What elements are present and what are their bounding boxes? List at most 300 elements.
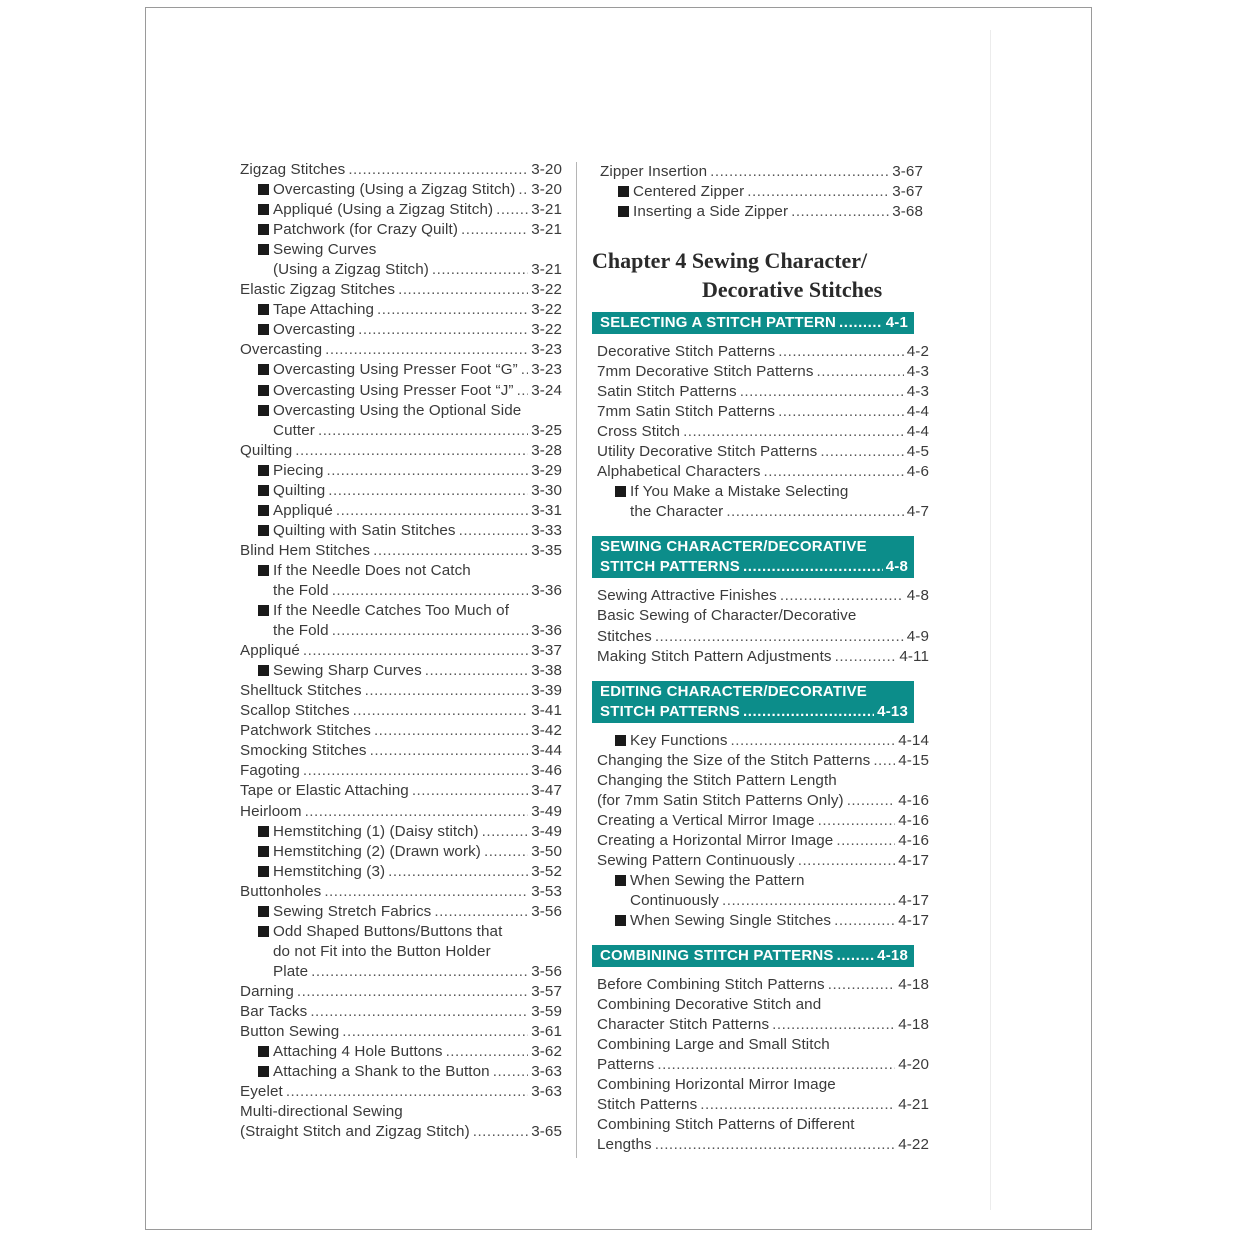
toc-entry-label: Before Combining Stitch Patterns — [597, 976, 825, 994]
toc-entry-page: 3-53 — [531, 882, 562, 900]
dot-leader — [332, 581, 529, 601]
toc-entry-label: 7mm Satin Stitch Patterns — [597, 403, 776, 421]
chapter-heading — [592, 246, 922, 304]
toc-entry-label: Plate — [273, 962, 309, 980]
toc-entry[interactable] — [240, 1102, 562, 1122]
toc-entry-page: 4-3 — [906, 383, 929, 401]
toc-entry-label: Combining Horizontal Mirror Image — [597, 1076, 836, 1094]
toc-entry-label: Overcasting (Using a Zigzag Stitch) — [273, 181, 516, 199]
toc-entry[interactable] — [597, 1015, 929, 1035]
toc-entry[interactable] — [240, 300, 562, 320]
toc-entry[interactable] — [597, 911, 929, 931]
toc-entry-page: 3-37 — [531, 642, 562, 660]
dot-leader — [835, 647, 897, 667]
toc-entry[interactable] — [240, 882, 562, 902]
dot-leader — [710, 162, 889, 182]
toc-entry-page: 3-56 — [531, 962, 562, 980]
toc-entry-label: (for 7mm Satin Stitch Patterns Only) — [597, 791, 844, 809]
toc-entry-page: 3-23 — [531, 361, 562, 379]
square-bullet-icon — [258, 525, 269, 536]
toc-entry-page: 3-67 — [892, 163, 923, 180]
dot-leader — [496, 200, 528, 220]
dot-leader — [772, 1015, 895, 1035]
toc-entry[interactable] — [240, 280, 562, 300]
square-bullet-icon — [258, 826, 269, 837]
dot-leader — [358, 320, 528, 340]
square-bullet-icon — [258, 364, 269, 375]
dot-leader — [482, 822, 529, 842]
toc-entry-label: Combining Decorative Stitch and — [597, 996, 822, 1014]
toc-entry[interactable] — [597, 975, 929, 995]
dot-leader — [370, 741, 529, 761]
square-bullet-icon — [258, 385, 269, 396]
toc-entry[interactable] — [240, 180, 562, 200]
toc-entry-label: Sewing Attractive Finishes — [597, 587, 777, 605]
square-bullet-icon — [258, 485, 269, 496]
section-heading-label: STITCH PATTERNS — [600, 702, 740, 720]
toc-entry[interactable] — [240, 982, 562, 1002]
toc-entry[interactable] — [240, 461, 562, 481]
toc-entry-page: 3-31 — [531, 501, 562, 519]
toc-entry-label: When Sewing the Pattern — [630, 871, 805, 889]
square-bullet-icon — [258, 866, 269, 877]
chapter-heading-line2: Decorative Stitches — [702, 277, 883, 302]
toc-entry-page: 4-4 — [906, 423, 929, 441]
square-bullet-icon — [615, 486, 626, 497]
square-bullet-icon — [258, 565, 269, 576]
dot-leader — [740, 382, 904, 402]
toc-right-column-sections — [597, 312, 929, 1156]
toc-entry-label: Sewing Stretch Fabrics — [273, 902, 432, 920]
toc-entry-page: 4-16 — [898, 831, 929, 849]
dot-leader — [778, 342, 904, 362]
toc-entry-label: Stitches — [597, 627, 652, 645]
toc-entry-label: Sewing Curves — [273, 241, 377, 259]
toc-entry[interactable] — [240, 240, 562, 260]
toc-entry-page: 3-25 — [531, 421, 562, 439]
dot-leader — [847, 791, 896, 811]
toc-entry[interactable] — [597, 791, 929, 811]
dot-leader — [657, 1055, 895, 1075]
dot-leader — [446, 1042, 529, 1062]
toc-entry[interactable] — [597, 1135, 929, 1155]
toc-entry-page: 3-28 — [531, 441, 562, 459]
dot-leader — [373, 541, 528, 561]
dot-leader — [836, 831, 895, 851]
toc-entry-page: 3-20 — [531, 181, 562, 199]
toc-entry-label: Attaching 4 Hole Buttons — [273, 1043, 443, 1061]
toc-entry-page: 3-44 — [531, 742, 562, 760]
dot-leader — [817, 362, 904, 382]
square-bullet-icon — [258, 184, 269, 195]
square-bullet-icon — [258, 244, 269, 255]
toc-entry[interactable] — [597, 1035, 929, 1055]
section-heading-label: SEWING CHARACTER/DECORATIVE — [600, 538, 867, 556]
toc-entry[interactable] — [600, 202, 923, 222]
toc-entry-page: 3-21 — [531, 261, 562, 279]
toc-entry-label: Stitch Patterns — [597, 1096, 698, 1114]
toc-entry-page: 4-16 — [898, 811, 929, 829]
dot-leader — [521, 360, 528, 380]
dot-leader — [839, 313, 883, 333]
toc-entry[interactable] — [597, 586, 929, 606]
toc-entry-page: 3-33 — [531, 521, 562, 539]
toc-entry[interactable] — [240, 601, 562, 621]
toc-entry-label: the Character — [630, 503, 724, 521]
toc-entry[interactable] — [240, 360, 562, 380]
toc-entry-page: 3-68 — [892, 203, 923, 221]
dot-leader — [434, 902, 528, 922]
toc-entry[interactable] — [597, 362, 929, 382]
toc-entry-page: 3-67 — [892, 183, 923, 201]
toc-entry[interactable] — [240, 1022, 562, 1042]
toc-entry[interactable] — [240, 621, 562, 641]
square-bullet-icon — [615, 875, 626, 886]
toc-entry-label: Basic Sewing of Character/Decorative — [597, 607, 857, 625]
toc-entry[interactable] — [240, 902, 562, 922]
section-heading-label: EDITING CHARACTER/DECORATIVE — [600, 682, 867, 700]
square-bullet-icon — [258, 304, 269, 315]
toc-entry-label: Bar Tacks — [240, 1002, 308, 1020]
toc-entry-page: 4-2 — [906, 343, 929, 360]
toc-entry[interactable] — [240, 401, 562, 421]
dot-leader — [873, 751, 895, 771]
toc-entry-label: If You Make a Mistake Selecting — [630, 483, 849, 501]
toc-entry[interactable] — [240, 661, 562, 681]
toc-entry[interactable] — [240, 541, 562, 561]
toc-entry-label: Appliqué — [273, 501, 333, 519]
toc-entry-label: do not Fit into the Button Holder — [273, 942, 491, 960]
toc-entry[interactable] — [240, 441, 562, 461]
page-edge-shadow — [990, 30, 991, 1210]
toc-entry[interactable] — [240, 641, 562, 661]
toc-entry-page: 3-63 — [531, 1063, 562, 1081]
square-bullet-icon — [258, 665, 269, 676]
toc-entry-page: 4-14 — [898, 731, 929, 749]
toc-entry-label: Appliqué — [240, 642, 300, 660]
dot-leader — [342, 1022, 528, 1042]
toc-entry-label: Overcasting — [240, 341, 323, 359]
toc-entry[interactable] — [597, 995, 929, 1015]
toc-entry-page: 4-18 — [898, 1016, 929, 1034]
toc-entry-page: 3-46 — [531, 762, 562, 780]
section-heading-bar[interactable] — [592, 312, 914, 334]
toc-entry-label: Darning — [240, 982, 294, 1000]
dot-leader — [731, 731, 896, 751]
toc-entry-page: 3-49 — [531, 822, 562, 840]
toc-entry-page: 3-63 — [531, 1083, 562, 1101]
toc-entry-label: Tape Attaching — [273, 301, 375, 319]
dot-leader — [425, 661, 528, 681]
toc-entry[interactable] — [240, 701, 562, 721]
toc-entry[interactable] — [597, 606, 929, 626]
toc-entry[interactable] — [240, 160, 562, 180]
toc-entry-label: Tape or Elastic Attaching — [240, 782, 409, 800]
toc-entry[interactable] — [240, 421, 562, 441]
toc-entry[interactable] — [240, 962, 562, 982]
toc-entry-page: 3-23 — [531, 341, 562, 359]
toc-entry-label: Patchwork Stitches — [240, 722, 371, 740]
toc-entry[interactable] — [240, 761, 562, 781]
toc-entry-label: Creating a Horizontal Mirror Image — [597, 831, 834, 849]
toc-entry[interactable] — [240, 1082, 562, 1102]
toc-entry[interactable] — [597, 1095, 929, 1115]
toc-entry[interactable] — [240, 1042, 562, 1062]
toc-entry-label: Fagoting — [240, 762, 300, 780]
dot-leader — [328, 481, 528, 501]
toc-entry[interactable] — [597, 731, 929, 751]
toc-entry-page: 3-49 — [531, 802, 562, 820]
dot-leader — [398, 280, 528, 300]
square-bullet-icon — [258, 324, 269, 335]
toc-entry-label: Odd Shaped Buttons/Buttons that — [273, 922, 503, 940]
toc-entry-label: (Straight Stitch and Zigzag Stitch) — [240, 1123, 470, 1141]
toc-entry-page: 4-8 — [906, 587, 929, 605]
toc-entry-page: 3-41 — [531, 702, 562, 720]
square-bullet-icon — [258, 224, 269, 235]
toc-entry-label: Shelltuck Stitches — [240, 682, 362, 700]
toc-entry-page: 4-17 — [898, 912, 929, 930]
dot-leader — [310, 1002, 528, 1022]
square-bullet-icon — [618, 186, 629, 197]
toc-entry-page: 3-21 — [531, 201, 562, 219]
dot-leader — [820, 442, 903, 462]
toc-entry[interactable] — [240, 721, 562, 741]
toc-entry[interactable] — [240, 681, 562, 701]
toc-entry-page: 3-65 — [531, 1123, 562, 1141]
toc-entry[interactable] — [240, 781, 562, 801]
toc-entry[interactable] — [597, 647, 929, 667]
toc-entry-label: Buttonholes — [240, 882, 322, 900]
dot-leader — [459, 521, 529, 541]
toc-entry-page: 4-11 — [899, 647, 929, 665]
toc-entry-page: 4-3 — [906, 363, 929, 381]
toc-entry-label: Utility Decorative Stitch Patterns — [597, 443, 818, 461]
dot-leader — [303, 761, 528, 781]
toc-entry-page: 3-50 — [531, 842, 562, 860]
toc-entry[interactable] — [240, 581, 562, 601]
dot-leader — [798, 851, 895, 871]
toc-entry-label: Creating a Vertical Mirror Image — [597, 811, 815, 829]
toc-entry[interactable] — [240, 1062, 562, 1082]
square-bullet-icon — [615, 735, 626, 746]
toc-entry[interactable] — [597, 422, 929, 442]
dot-leader — [348, 160, 528, 180]
toc-entry-label: Hemstitching (2) (Drawn work) — [273, 842, 481, 860]
dot-leader — [365, 681, 529, 701]
section-heading-bar[interactable] — [592, 945, 914, 967]
toc-entry[interactable] — [240, 521, 562, 541]
dot-leader — [828, 975, 895, 995]
toc-entry-label: Hemstitching (1) (Daisy stitch) — [273, 822, 479, 840]
toc-entry-page: 3-38 — [531, 662, 562, 680]
toc-entry[interactable] — [240, 842, 562, 862]
toc-entry[interactable] — [240, 501, 562, 521]
toc-entry[interactable] — [597, 851, 929, 871]
dot-leader — [493, 1062, 528, 1082]
dot-leader — [332, 621, 529, 641]
dot-leader — [655, 627, 904, 647]
toc-entry-page: 3-30 — [531, 481, 562, 499]
square-bullet-icon — [258, 505, 269, 516]
toc-entry[interactable] — [597, 1115, 929, 1135]
toc-entry-label: Multi-directional Sewing — [240, 1103, 403, 1121]
toc-entry-label: 7mm Decorative Stitch Patterns — [597, 363, 814, 381]
toc-entry[interactable] — [600, 182, 923, 202]
toc-entry-page: 3-21 — [531, 221, 562, 239]
section-heading-page: 4-1 — [885, 314, 908, 331]
dot-leader — [325, 340, 528, 360]
dot-leader — [747, 182, 889, 202]
toc-entry-page: 3-22 — [531, 321, 562, 339]
toc-entry-page: 3-20 — [531, 161, 562, 178]
square-bullet-icon — [258, 465, 269, 476]
toc-entry-label: Overcasting — [273, 321, 356, 339]
toc-entry-page: 4-7 — [906, 503, 929, 521]
dot-leader — [377, 300, 528, 320]
square-bullet-icon — [258, 1066, 269, 1077]
toc-entry-label: Button Sewing — [240, 1023, 340, 1041]
toc-entry-label: Continuously — [630, 891, 720, 909]
toc-entry-label: Attaching a Shank to the Button — [273, 1063, 490, 1081]
toc-entry-label: Quilting — [240, 441, 293, 459]
toc-entry-label: Eyelet — [240, 1083, 283, 1101]
toc-entry-page: 4-16 — [898, 791, 929, 809]
toc-entry-page: 4-20 — [898, 1056, 929, 1074]
toc-entry[interactable] — [240, 1002, 562, 1022]
toc-entry[interactable] — [597, 402, 929, 422]
toc-entry[interactable] — [597, 871, 929, 891]
toc-entry-page: 3-56 — [531, 902, 562, 920]
chapter-heading-line1: Chapter 4 Sewing Character/ — [592, 248, 868, 273]
toc-entry[interactable] — [240, 320, 562, 340]
section-heading-label: SELECTING A STITCH PATTERN — [600, 314, 837, 331]
dot-leader — [295, 441, 528, 461]
toc-entry-label: Zigzag Stitches — [240, 161, 346, 178]
square-bullet-icon — [258, 1046, 269, 1057]
toc-entry[interactable] — [240, 220, 562, 240]
toc-entry[interactable] — [597, 1055, 929, 1075]
toc-entry-label: Changing the Stitch Pattern Length — [597, 771, 837, 789]
toc-entry-page: 4-15 — [898, 751, 929, 769]
toc-entry-label: Piecing — [273, 461, 324, 479]
dot-leader — [388, 862, 528, 882]
toc-entry[interactable] — [597, 627, 929, 647]
toc-entry[interactable] — [597, 342, 929, 362]
toc-left-column — [240, 160, 562, 1142]
dot-leader — [318, 421, 528, 441]
toc-entry[interactable] — [240, 381, 562, 401]
toc-entry-page: 3-59 — [531, 1002, 562, 1020]
toc-entry[interactable] — [597, 831, 929, 851]
toc-entry[interactable] — [597, 502, 929, 522]
toc-entry[interactable] — [597, 442, 929, 462]
toc-entry[interactable] — [240, 1122, 562, 1142]
toc-right-column-top — [600, 162, 923, 222]
square-bullet-icon — [618, 206, 629, 217]
toc-entry-page: 3-22 — [531, 301, 562, 319]
dot-leader — [432, 260, 528, 280]
dot-leader — [353, 701, 529, 721]
toc-entry[interactable] — [240, 942, 562, 962]
toc-entry-page: 3-29 — [531, 461, 562, 479]
toc-entry-page: 3-24 — [531, 381, 562, 399]
toc-entry-label: Smocking Stitches — [240, 742, 367, 760]
toc-entry[interactable] — [240, 260, 562, 280]
toc-entry[interactable] — [240, 561, 562, 581]
toc-entry[interactable] — [240, 802, 562, 822]
dot-leader — [412, 781, 528, 801]
toc-entry-label: Inserting a Side Zipper — [633, 203, 789, 221]
dot-leader — [837, 946, 875, 966]
toc-entry[interactable] — [597, 1075, 929, 1095]
toc-entry[interactable] — [240, 340, 562, 360]
section-heading-label: COMBINING STITCH PATTERNS — [600, 947, 834, 965]
dot-leader — [764, 462, 904, 482]
toc-entry-label: Appliqué (Using a Zigzag Stitch) — [273, 201, 494, 219]
dot-leader — [818, 811, 896, 831]
toc-entry-label: Overcasting Using Presser Foot “G” — [273, 361, 518, 379]
toc-entry[interactable] — [240, 922, 562, 942]
dot-leader — [517, 381, 529, 401]
toc-entry-page: 4-18 — [898, 976, 929, 994]
dot-leader — [327, 461, 529, 481]
dot-leader — [791, 202, 889, 222]
toc-entry-label: the Fold — [273, 581, 329, 599]
toc-entry-label: Sewing Sharp Curves — [273, 662, 422, 680]
toc-entry[interactable] — [597, 462, 929, 482]
toc-entry[interactable] — [600, 162, 923, 182]
toc-entry-label: Blind Hem Stitches — [240, 541, 371, 559]
toc-entry-label: Combining Large and Small Stitch — [597, 1036, 830, 1054]
toc-entry-page: 3-39 — [531, 682, 562, 700]
toc-entry-label: Sewing Pattern Continuously — [597, 851, 795, 869]
square-bullet-icon — [258, 906, 269, 917]
toc-entry-label: Lengths — [597, 1136, 652, 1154]
square-bullet-icon — [258, 926, 269, 937]
toc-entry-label: Key Functions — [630, 731, 728, 749]
dot-leader — [726, 502, 903, 522]
toc-entry[interactable] — [597, 771, 929, 791]
toc-entry-page: 4-5 — [906, 443, 929, 461]
toc-entry-label: Scallop Stitches — [240, 702, 350, 720]
toc-entry[interactable] — [597, 482, 929, 502]
section-heading-bar[interactable] — [592, 536, 914, 578]
dot-leader — [286, 1082, 528, 1102]
toc-entry[interactable] — [240, 822, 562, 842]
dot-leader — [834, 911, 895, 931]
toc-entry[interactable] — [240, 862, 562, 882]
toc-entry[interactable] — [597, 751, 929, 771]
dot-leader — [473, 1122, 528, 1142]
toc-entry-label: Centered Zipper — [633, 183, 745, 201]
toc-entry[interactable] — [240, 200, 562, 220]
section-heading-bar[interactable] — [592, 681, 914, 723]
toc-entry[interactable] — [597, 382, 929, 402]
toc-entry-label: If the Needle Does not Catch — [273, 561, 471, 579]
toc-entry[interactable] — [240, 481, 562, 501]
dot-leader — [324, 882, 528, 902]
toc-entry-page: 4-17 — [898, 851, 929, 869]
toc-entry-label: Hemstitching (3) — [273, 862, 386, 880]
toc-entry-label: Combining Stitch Patterns of Different — [597, 1116, 855, 1134]
toc-entry-page: 4-6 — [906, 463, 929, 481]
toc-entry[interactable] — [597, 811, 929, 831]
toc-entry[interactable] — [240, 741, 562, 761]
square-bullet-icon — [258, 204, 269, 215]
toc-entry-page: 3-22 — [531, 281, 562, 299]
toc-entry[interactable] — [597, 891, 929, 911]
